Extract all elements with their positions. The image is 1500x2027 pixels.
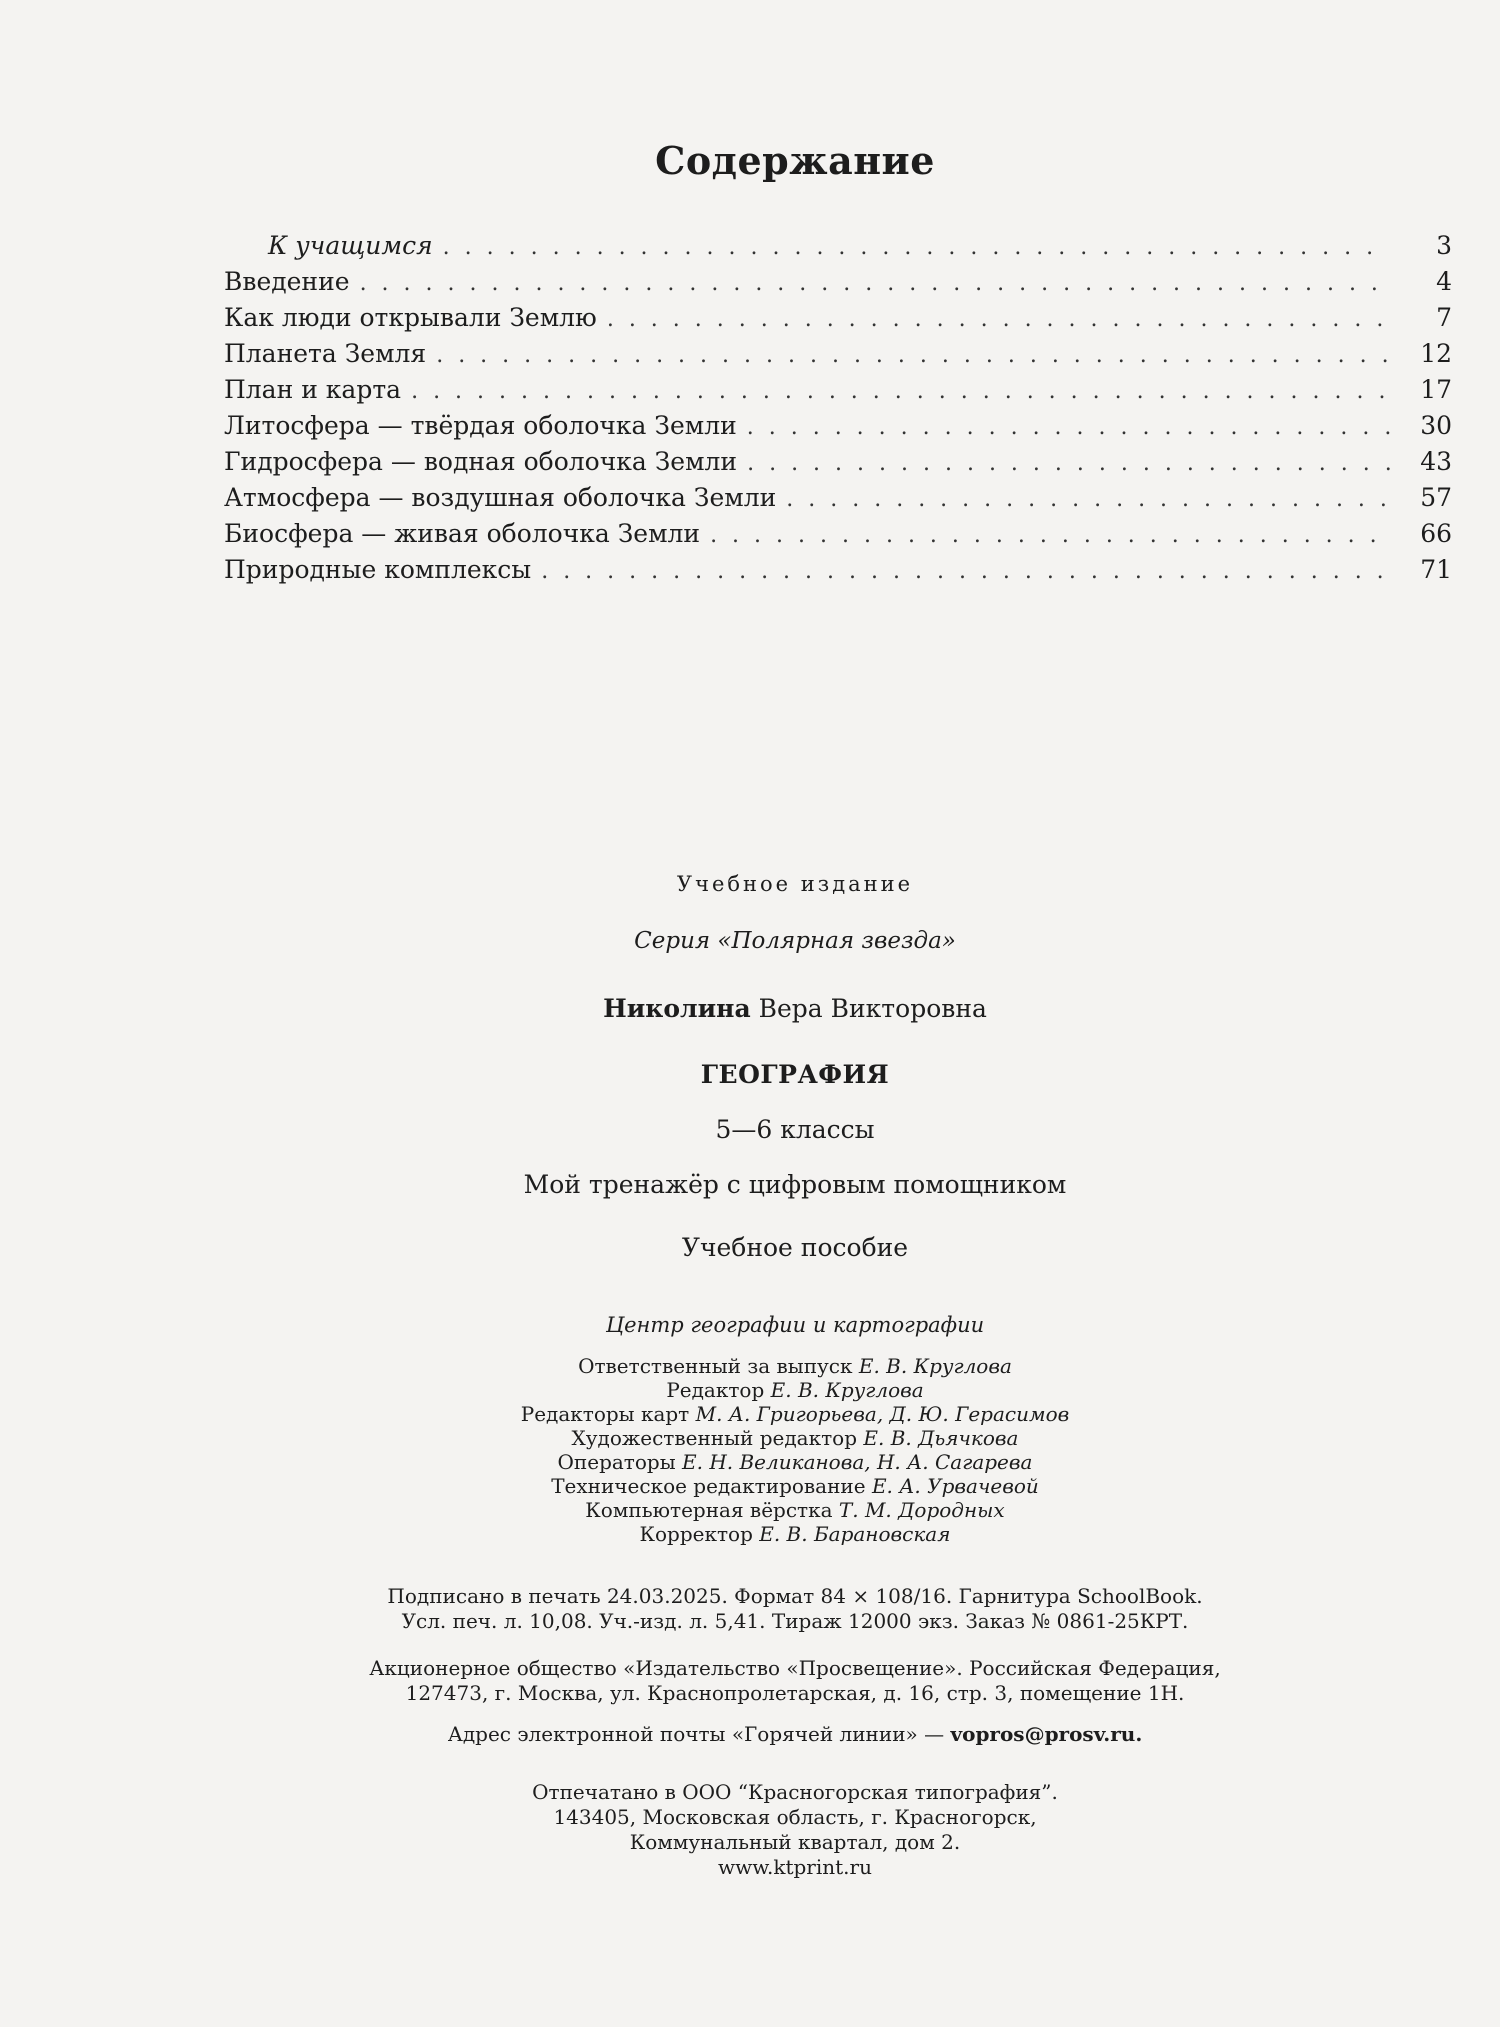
toc-dot-leader: [607, 302, 1390, 338]
toc-page-number: 7: [1436, 303, 1452, 332]
toc-page-number: 66: [1420, 519, 1452, 548]
toc-entry[interactable]: [224, 480, 1452, 516]
book-subject: ГЕОГРАФИЯ: [700, 1060, 890, 1089]
toc-page-number: 4: [1436, 267, 1452, 296]
toc-page-number: 12: [1420, 339, 1452, 368]
publication-type: Учебное пособие: [681, 1233, 909, 1262]
credit-line: [90, 1498, 1500, 1522]
edition-type: Учебное издание: [676, 872, 914, 896]
toc-entry-label: Природные комплексы: [224, 555, 532, 584]
toc-dot-leader: [411, 374, 1390, 410]
editorial-center: Центр географии и картографии: [605, 1313, 985, 1337]
credit-names: Т. М. Дородных: [838, 1498, 1005, 1522]
toc-entry[interactable]: [224, 408, 1452, 444]
print-info-line: Усл. печ. л. 10,08. Уч.-изд. л. 5,41. Тираж 12000 экз. Заказ № 0861-25КРТ.: [401, 1609, 1189, 1633]
print-info-line: Подписано в печать 24.03.2025. Формат 84 × 108/16. Гарнитура SchoolBook.: [387, 1584, 1203, 1608]
toc-entry-label: Литосфера — твёрдая оболочка Земли: [224, 411, 737, 440]
print-info: [90, 1584, 1500, 1634]
printer-line: Коммунальный квартал, дом 2.: [629, 1830, 961, 1854]
credit-line: [90, 1354, 1500, 1378]
author-given-name: Вера Викторовна: [758, 994, 987, 1023]
toc-page-number: 17: [1420, 375, 1452, 404]
toc-dot-leader: [360, 266, 1390, 302]
toc-entry-label: Как люди открывали Землю: [224, 303, 597, 332]
toc-title-container: [90, 138, 1500, 183]
credit-role: Художественный редактор: [571, 1426, 858, 1450]
toc-entry[interactable]: [224, 264, 1452, 300]
email-label: Адрес электронной почты «Горячей линии» —: [447, 1722, 945, 1746]
printer-line: Отпечатано в ООО “Красногорская типография”.: [532, 1780, 1058, 1804]
toc-page-number: 57: [1420, 483, 1452, 512]
credit-line: [90, 1402, 1500, 1426]
toc-entry-label: Атмосфера — воздушная оболочка Земли: [224, 483, 777, 512]
toc-entry[interactable]: [224, 228, 1452, 264]
toc-entry[interactable]: [224, 372, 1452, 408]
credit-role: Редактор: [666, 1378, 765, 1402]
toc-entry[interactable]: [224, 444, 1452, 480]
credits-list: [90, 1354, 1500, 1546]
credit-names: Е. Н. Великанова, Н. А. Сагарева: [682, 1450, 1033, 1474]
author-surname: Николина: [603, 994, 751, 1023]
toc-entry-label: Введение: [224, 267, 350, 296]
series-name: Серия «Полярная звезда»: [634, 928, 956, 954]
printer-website[interactable]: www.ktprint.ru: [718, 1855, 872, 1879]
credit-line: [90, 1450, 1500, 1474]
credit-line: [90, 1426, 1500, 1450]
printer-info: [90, 1780, 1500, 1880]
toc-dot-leader: [443, 230, 1390, 266]
toc-entry-label: К учащимся: [268, 231, 433, 260]
toc-dot-leader: [747, 446, 1390, 482]
hotline-email: [90, 1722, 1500, 1747]
publisher-line: 127473, г. Москва, ул. Краснопролетарская, д. 16, стр. 3, помещение 1Н.: [405, 1681, 1185, 1705]
toc-entry-label: Гидросфера — водная оболочка Земли: [224, 447, 738, 476]
toc-page-number: 71: [1420, 555, 1452, 584]
toc-page-number: 43: [1420, 447, 1452, 476]
publisher-info: [90, 1656, 1500, 1706]
credit-role: Техническое редактирование: [551, 1474, 866, 1498]
credit-names: Е. В. Барановская: [759, 1522, 951, 1546]
book-grades: 5—6 классы: [715, 1115, 875, 1144]
toc-dot-leader: [541, 554, 1390, 590]
credit-role: Операторы: [557, 1450, 676, 1474]
toc-page-number: 3: [1436, 231, 1452, 260]
toc-entry-label: План и карта: [224, 375, 402, 404]
toc-entry[interactable]: [224, 516, 1452, 552]
printer-line: 143405, Московская область, г. Красногорск,: [553, 1805, 1037, 1829]
credit-names: Е. А. Урвачевой: [871, 1474, 1039, 1498]
table-of-contents: [224, 228, 1452, 588]
book-subtitle: Мой тренажёр с цифровым помощником: [523, 1170, 1067, 1199]
toc-entry[interactable]: [224, 552, 1452, 588]
toc-dot-leader: [747, 410, 1390, 446]
credit-names: Е. В. Круглова: [770, 1378, 924, 1402]
toc-page-number: 30: [1420, 411, 1452, 440]
toc-entry[interactable]: [224, 300, 1452, 336]
credit-names: М. А. Григорьева, Д. Ю. Герасимов: [695, 1402, 1070, 1426]
credit-names: Е. В. Дьячкова: [863, 1426, 1019, 1450]
toc-entry-label: Планета Земля: [224, 339, 427, 368]
credit-role: Компьютерная вёрстка: [585, 1498, 833, 1522]
credit-line: [90, 1522, 1500, 1546]
toc-dot-leader: [786, 482, 1390, 518]
credit-names: Е. В. Круглова: [858, 1354, 1012, 1378]
credit-role: Редакторы карт: [520, 1402, 690, 1426]
toc-entry[interactable]: [224, 336, 1452, 372]
author: [90, 994, 1500, 1023]
toc-dot-leader: [710, 518, 1390, 554]
credit-role: Ответственный за выпуск: [578, 1354, 853, 1378]
credit-line: [90, 1378, 1500, 1402]
email-address[interactable]: vopros@prosv.ru: [950, 1722, 1136, 1746]
email-period: .: [1135, 1722, 1143, 1746]
credit-role: Корректор: [639, 1522, 753, 1546]
publisher-line: Акционерное общество «Издательство «Просвещение». Российская Федерация,: [369, 1656, 1221, 1680]
toc-dot-leader: [436, 338, 1390, 374]
credit-line: [90, 1474, 1500, 1498]
toc-title: Содержание: [655, 138, 935, 183]
toc-entry-label: Биосфера — живая оболочка Земли: [224, 519, 701, 548]
